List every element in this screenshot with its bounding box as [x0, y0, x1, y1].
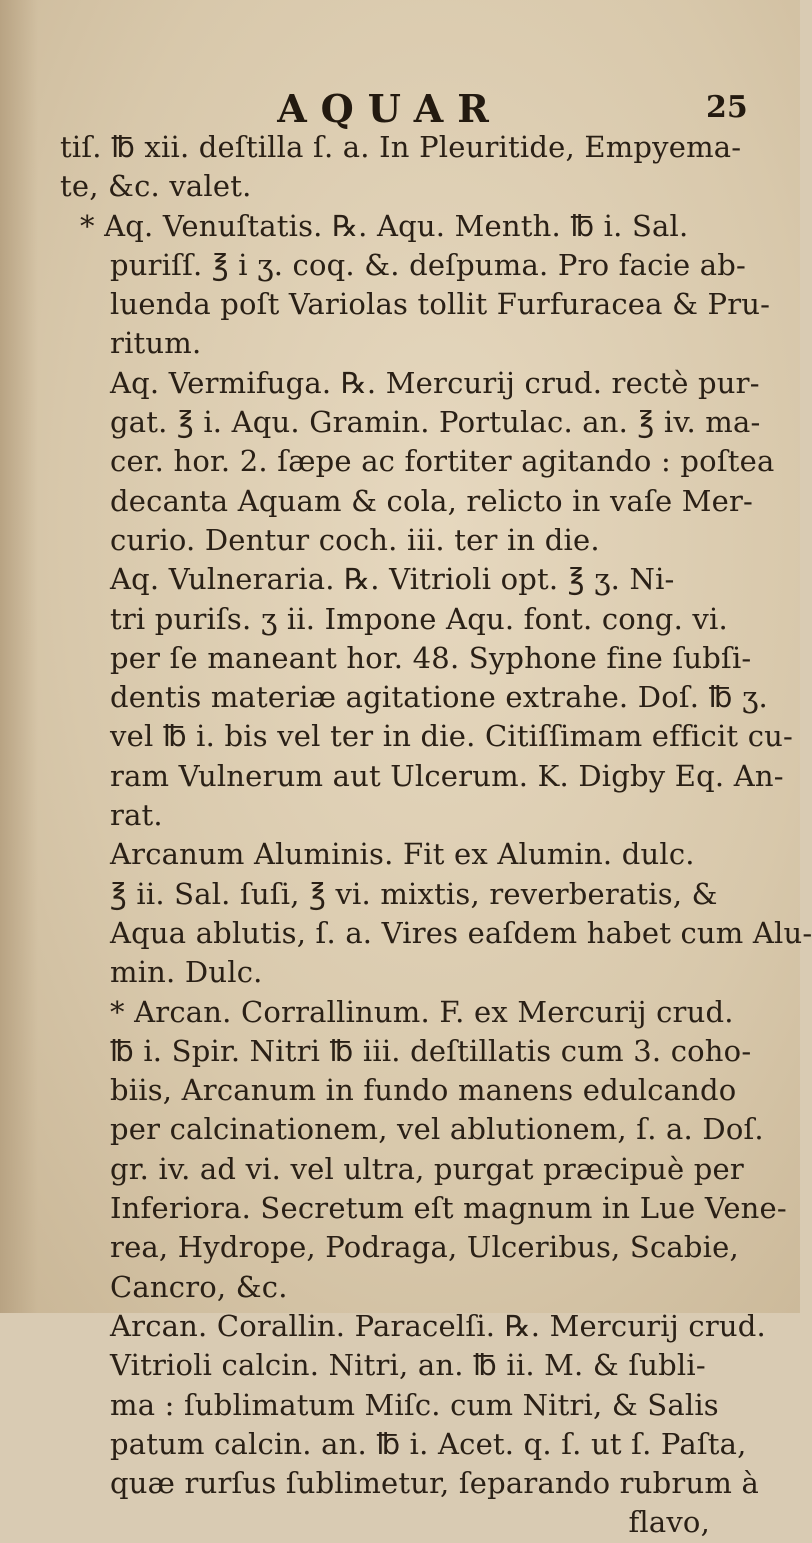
text-line: per ſe maneant hor. 48. Syphone fine ſubſi-: [110, 640, 752, 675]
text-line: tri puriſs. ʒ ii. Impone Aqu. font. cong. vi.: [110, 601, 728, 636]
text-line: per calcinationem, vel ablutionem, ſ. a. Doſ.: [110, 1112, 764, 1147]
text-line: quæ rurſus ſublimetur, ſeparando rubrum à: [110, 1466, 759, 1501]
text-line: Aq. Vulneraria. ℞. Vitrioli opt. ℥ ʒ. Ni-: [110, 562, 675, 597]
text-line: vel ℔ i. bis vel ter in die. Citiſſimam efficit cu-: [110, 719, 794, 754]
text-line: Vitrioli calcin. Nitri, an. ℔ ii. M. & ſubli-: [110, 1348, 706, 1383]
text-line: Arcan. Corallin. Paracelſi. ℞. Mercurij crud.: [110, 1308, 766, 1343]
page-header: [0, 86, 800, 131]
text-line: Cancro, &c.: [110, 1269, 288, 1304]
text-line: ritum.: [110, 326, 202, 361]
text-line: curio. Dentur coch. iii. ter in die.: [110, 522, 600, 557]
text-line: ram Vulnerum aut Ulcerum. K. Digby Eq. An-: [110, 758, 784, 793]
text-line: ℔ i. Spir. Nitri ℔ iii. deſtillatis cum 3. coho-: [110, 1033, 752, 1068]
text-line: Aq. Vermifuga. ℞. Mercurij crud. rectè pur-: [110, 365, 760, 400]
text-line: decanta Aquam & cola, relicto in vaſe Mer-: [110, 483, 754, 518]
page-gutter-shadow: [0, 0, 38, 1313]
page-number: 25: [706, 90, 748, 125]
text-line: ma : ſublimatum Miſc. cum Nitri, & Salis: [110, 1387, 719, 1422]
text-line: te, &c. valet.: [60, 169, 252, 204]
text-line: puriſſ. ℥ i ʒ. coq. &. deſpuma. Pro facie ab-: [110, 247, 747, 282]
catchword: flavo,: [628, 1505, 710, 1540]
text-line: Arcanum Aluminis. Fit ex Alumin. dulc.: [110, 837, 695, 872]
text-line: patum calcin. an. ℔ i. Acet. q. ſ. ut ſ. Paſta,: [110, 1426, 747, 1461]
text-line: luenda poſt Variolas tollit Furfuracea & Pru-: [110, 287, 771, 322]
text-line: cer. hor. 2. ſæpe ac fortiter agitando : poſtea: [110, 444, 775, 479]
body-text: [60, 128, 812, 1543]
text-line: gr. iv. ad vi. vel ultra, purgat præcipuè per: [110, 1151, 744, 1186]
text-line: dentis materiæ agitatione extrahe. Doſ. ℔ ʒ.: [110, 680, 768, 715]
text-line: rat.: [110, 798, 163, 833]
text-line: Inferiora. Secretum eſt magnum in Lue Vene-: [110, 1191, 787, 1226]
text-line: ℥ ii. Sal. ſuſi, ℥ vi. mixtis, reverberatis, &: [110, 876, 718, 911]
running-head: AQUAR: [277, 86, 503, 131]
text-line: rea, Hydrope, Podraga, Ulceribus, Scabie,: [110, 1230, 739, 1265]
text-line: gat. ℥ i. Aqu. Gramin. Portulac. an. ℥ iv. ma-: [110, 405, 761, 440]
text-line: min. Dulc.: [110, 955, 263, 990]
text-line: * Arcan. Corrallinum. F. ex Mercurij crud.: [110, 994, 734, 1029]
text-line: * Aq. Venuſtatis. ℞. Aqu. Menth. ℔ i. Sal.: [80, 208, 689, 243]
text-line: Aqua ablutis, ſ. a. Vires eaſdem habet cum Alu-: [110, 915, 812, 950]
text-line: tiſ. ℔ xii. deſtilla ſ. a. In Pleuritide, Empyema-: [60, 130, 742, 164]
text-line: biis, Arcanum in fundo manens edulcando: [110, 1073, 737, 1108]
